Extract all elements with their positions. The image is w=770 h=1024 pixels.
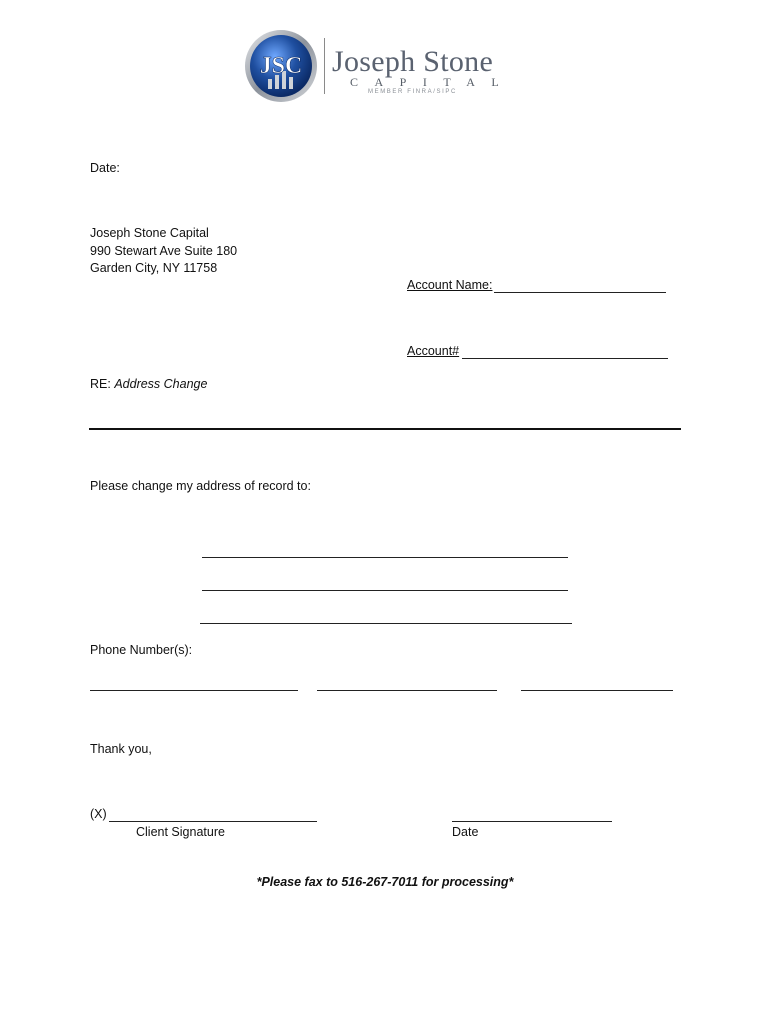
logo-member-text: MEMBER FINRA/SIPC [368,89,457,95]
account-name-label: Account Name: [407,278,493,292]
phone-field-2[interactable] [317,690,497,691]
new-address-line-1-field[interactable] [202,557,568,558]
signature-date-field[interactable] [452,821,612,822]
address-line-1: Joseph Stone Capital [90,226,209,240]
account-name-field[interactable] [494,292,666,293]
section-divider [89,428,681,430]
address-line-2: 990 Stewart Ave Suite 180 [90,244,238,258]
client-signature-field[interactable] [109,821,317,822]
re-prefix: RE: [90,377,111,391]
phone-label: Phone Number(s): [90,643,193,657]
logo-divider [324,38,325,94]
address-line-3: Garden City, NY 11758 [90,261,218,275]
re-subject: Address Change [114,377,208,391]
phone-field-3[interactable] [521,690,673,691]
thank-you-text: Thank you, [90,742,152,756]
logo-monogram: JSC [259,53,303,79]
client-signature-label: Client Signature [136,825,225,839]
signature-date-label: Date [452,825,479,839]
re-line [90,377,207,391]
logo-capital-text: CAPITAL [350,75,516,89]
account-number-label: Account# [407,344,460,358]
date-label: Date: [90,161,120,175]
new-address-line-3-field[interactable] [200,623,572,624]
fax-instruction: *Please fax to 516-267-7011 for processing* [256,875,514,889]
instruction-text: Please change my address of record to: [90,479,311,493]
phone-field-1[interactable] [90,690,298,691]
logo-company-name: Joseph Stone [332,45,494,78]
new-address-line-2-field[interactable] [202,590,568,591]
signature-prefix: (X) [90,807,107,821]
jsc-globe-icon [244,29,318,103]
account-number-field[interactable] [462,358,668,359]
